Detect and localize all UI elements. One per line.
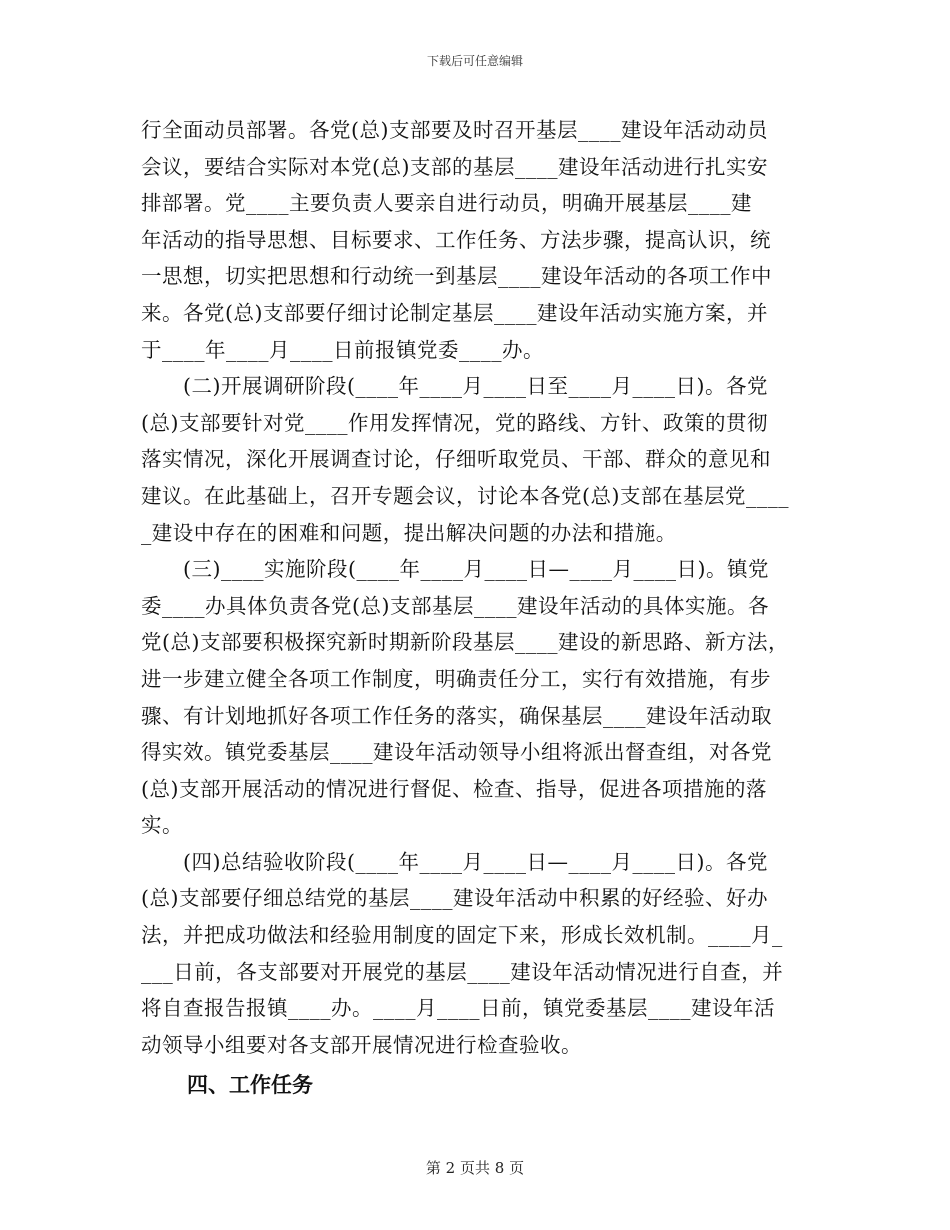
paragraph-line: 委____办具体负责各党(总)支部基层____建设年活动的具体实施。各 [141,593,769,618]
paragraph-line: 动领导小组要对各支部开展情况进行检查验收。 [141,1032,582,1057]
paragraph-line: ___日前，各支部要对开展党的基层____建设年活动情况进行自查，并 [141,959,784,984]
paragraph-line: 骤、有计划地抓好各项工作任务的落实，确保基层____建设年活动取 [141,703,772,728]
paragraph-line: 进一步建立健全各项工作制度，明确责任分工，实行有效措施，有步 [141,666,771,691]
paragraph-line: 法，并把成功做法和经验用制度的固定下来，形成长效机制。____月_ [141,923,783,948]
paragraph-line: 落实情况，深化开展调查讨论，仔细听取党员、干部、群众的意见和 [141,447,771,472]
paragraph-line: (总)支部要针对党____作用发挥情况，党的路线、方针、政策的贯彻 [141,410,768,435]
paragraph-line: 得实效。镇党委基层____建设年活动领导小组将派出督查组，对各党 [141,740,772,765]
paragraph-line: _建设中存在的困难和问题，提出解决问题的办法和措施。 [141,520,677,545]
paragraph-line: (三)____实施阶段(____年____月____日—____月____日)。镇党 [183,557,769,582]
paragraph-line: (总)支部要仔细总结党的基层____建设年活动中积累的好经验、好办 [141,886,768,911]
page-header: 下载后可任意编辑 [426,54,523,68]
page-footer: 第 2 页共 8 页 [425,1159,525,1177]
paragraph-line: 会议，要结合实际对本党(总)支部的基层____建设年活动进行扎实安 [141,154,768,179]
paragraph-line: (总)支部开展活动的情况进行督促、检查、指导，促进各项措施的落 [141,776,767,801]
paragraph-line: 一思想，切实把思想和行动统一到基层____建设年活动的各项工作中 [141,264,772,289]
paragraph-line: 建议。在此基础上，召开专题会议，讨论本各党(总)支部在基层党____ [141,483,789,508]
paragraph-line: 于____年____月____日前报镇党委____办。 [141,337,544,362]
paragraph-line: (四)总结验收阶段(____年____月____日—____月____日)。各党 [183,849,768,874]
section-heading: 四、工作任务 [187,1073,313,1098]
paragraph-line: 将自查报告报镇____办。____月____日前，镇党委基层____建设年活 [141,996,775,1021]
paragraph-line: 来。各党(总)支部要仔细讨论制定基层____建设年活动实施方案，并 [141,300,768,325]
paragraph-line: (二)开展调研阶段(____年____月____日至____月____日)。各党 [183,374,768,399]
paragraph-line: 实。 [141,813,183,838]
paragraph-line: 排部署。党____主要负责人要亲自进行动员，明确开展基层____建 [141,191,752,216]
paragraph-line: 行全面动员部署。各党(总)支部要及时召开基层____建设年活动动员 [141,118,768,142]
paragraph-line: 党(总)支部要积极探究新时期新阶段基层____建设的新思路、新方法， [141,630,789,655]
paragraph-line: 年活动的指导思想、目标要求、工作任务、方法步骤，提高认识，统 [141,227,771,252]
document-body [141,112,811,1107]
